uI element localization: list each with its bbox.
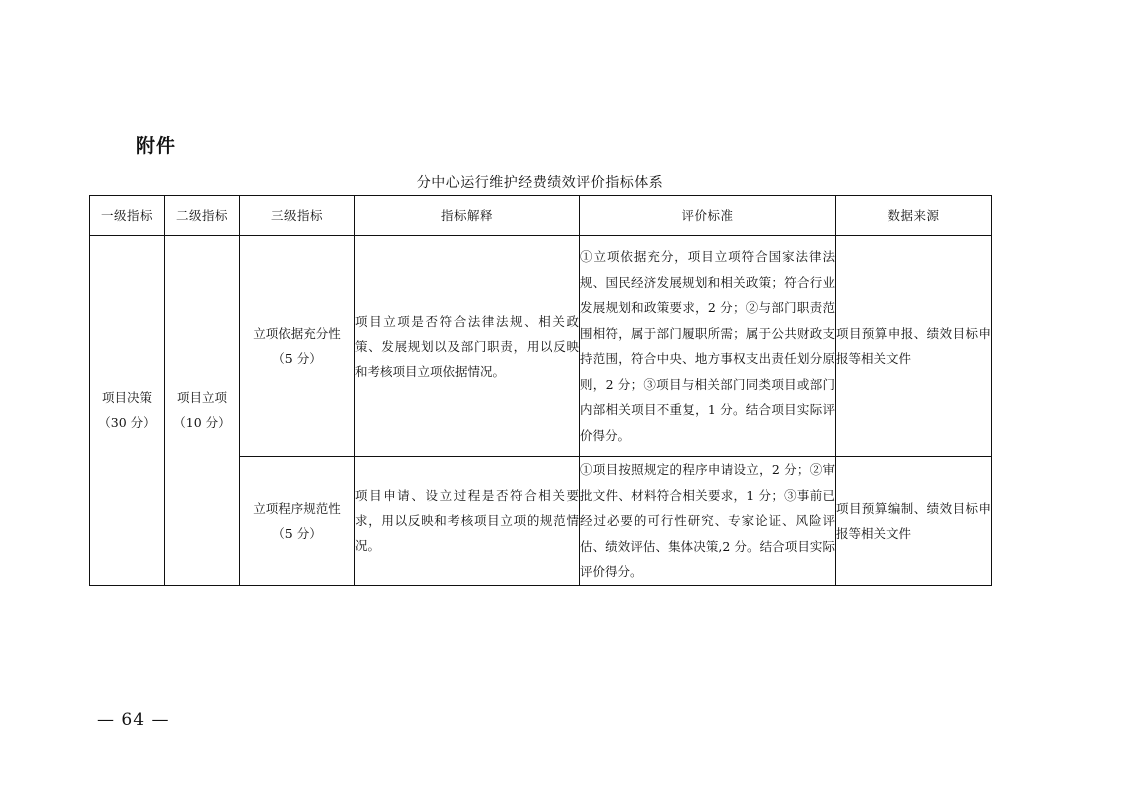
explanation-cell: 项目申请、设立过程是否符合相关要求，用以反映和考核项目立项的规范情况。 [355, 457, 580, 586]
level1-cell [90, 236, 165, 586]
table-title: 分中心运行维护经费绩效评价指标体系 [416, 175, 664, 191]
header-level3: 三级指标 [240, 196, 355, 236]
table-row [90, 236, 992, 457]
criteria-cell: ①项目按照规定的程序申请设立，2 分；②审批文件、材料符合相关要求，1 分；③事前已经过必要的可行性研究、专家论证、风险评估、绩效评估、集体决策,2 分。结合项目实际评价得分。 [580, 457, 836, 586]
source-cell: 项目预算编制、绩效目标申报等相关文件 [836, 457, 992, 586]
table-header-row [90, 196, 992, 236]
level1-name: 项目决策 [101, 390, 152, 406]
attachment-label: 附件 [136, 135, 177, 157]
header-explanation: 指标解释 [355, 196, 580, 236]
level3-name: 立项依据充分性 [253, 326, 341, 341]
criteria-cell: ①立项依据充分，项目立项符合国家法律法规、国民经济发展规划和相关政策；符合行业发展规划和政策要求，2 分；②与部门职责范围相符，属于部门履职所需；属于公共财政支持范围，符合中央、地方事权支出责任划分原则，2 分；③项目与相关部门同类项目或部门内部相关项目不重复，1 分。结合项目实际评价得分。 [580, 236, 836, 457]
indicator-table [89, 195, 992, 586]
level2-name: 项目立项 [176, 390, 227, 406]
header-level1: 一级指标 [90, 196, 165, 236]
header-level2: 二级指标 [165, 196, 240, 236]
explanation-cell: 项目立项是否符合法律法规、相关政策、发展规划以及部门职责，用以反映和考核项目立项依据情况。 [355, 236, 580, 457]
level3-score: （5 分） [272, 525, 322, 541]
level3-cell [240, 457, 355, 586]
header-source: 数据来源 [836, 196, 992, 236]
level3-cell [240, 236, 355, 457]
level2-score: （10 分） [173, 415, 231, 431]
source-cell: 项目预算申报、绩效目标申报等相关文件 [836, 236, 992, 457]
page-number: — 64 — [97, 710, 170, 730]
level3-score: （5 分） [272, 351, 322, 366]
header-criteria: 评价标准 [580, 196, 836, 236]
level1-score: （30 分） [98, 415, 156, 431]
level3-name: 立项程序规范性 [253, 500, 341, 516]
level2-cell [165, 236, 240, 586]
